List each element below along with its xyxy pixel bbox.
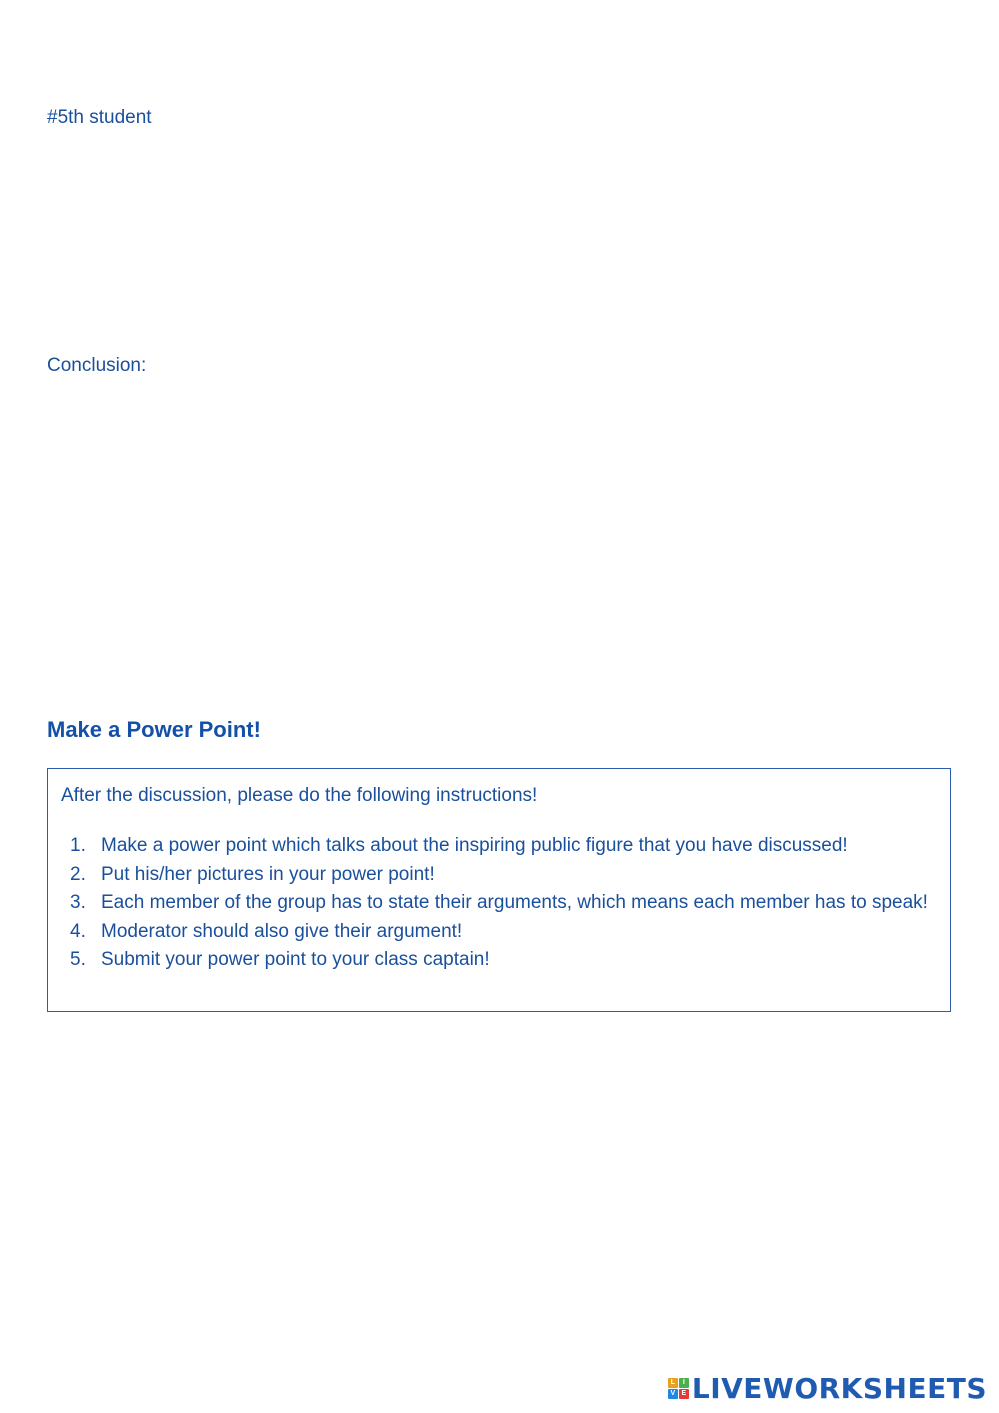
list-item-text: Moderator should also give their argument! [101,920,463,942]
brand-name: LIVEWORKSHEETS [691,1371,987,1405]
list-item [61,889,931,918]
list-item-text: Put his/her pictures in your power point! [101,863,435,885]
list-item-number: 1. [70,835,86,856]
logo-tile: V [668,1389,678,1399]
instructions-intro: After the discussion, please do the following instructions! [61,785,538,806]
logo-tile: I [679,1378,689,1388]
list-item-number: 5. [70,949,86,970]
list-item [61,861,931,890]
logo-tile: L [668,1378,678,1388]
list-item-number: 3. [70,892,86,913]
logo-tile: E [679,1389,689,1399]
instructions-list [61,832,931,975]
list-item-number: 4. [70,920,86,942]
list-item [61,918,931,947]
liveworksheets-logo-icon [668,1378,689,1399]
list-item [61,832,931,861]
list-item-text: Each member of the group has to state their arguments, which means each member has to speak! [101,892,928,913]
list-item-text: Submit your power point to your class captain! [101,949,490,970]
brand-logo [668,1372,987,1404]
instructions-box [47,768,951,1012]
list-item-text: Make a power point which talks about the inspiring public figure that you have discussed! [101,835,848,856]
conclusion-label: Conclusion: [47,355,147,376]
list-item [61,946,931,975]
list-item-number: 2. [70,863,86,885]
section-title: Make a Power Point! [47,717,261,742]
student-label: #5th student [47,107,152,128]
